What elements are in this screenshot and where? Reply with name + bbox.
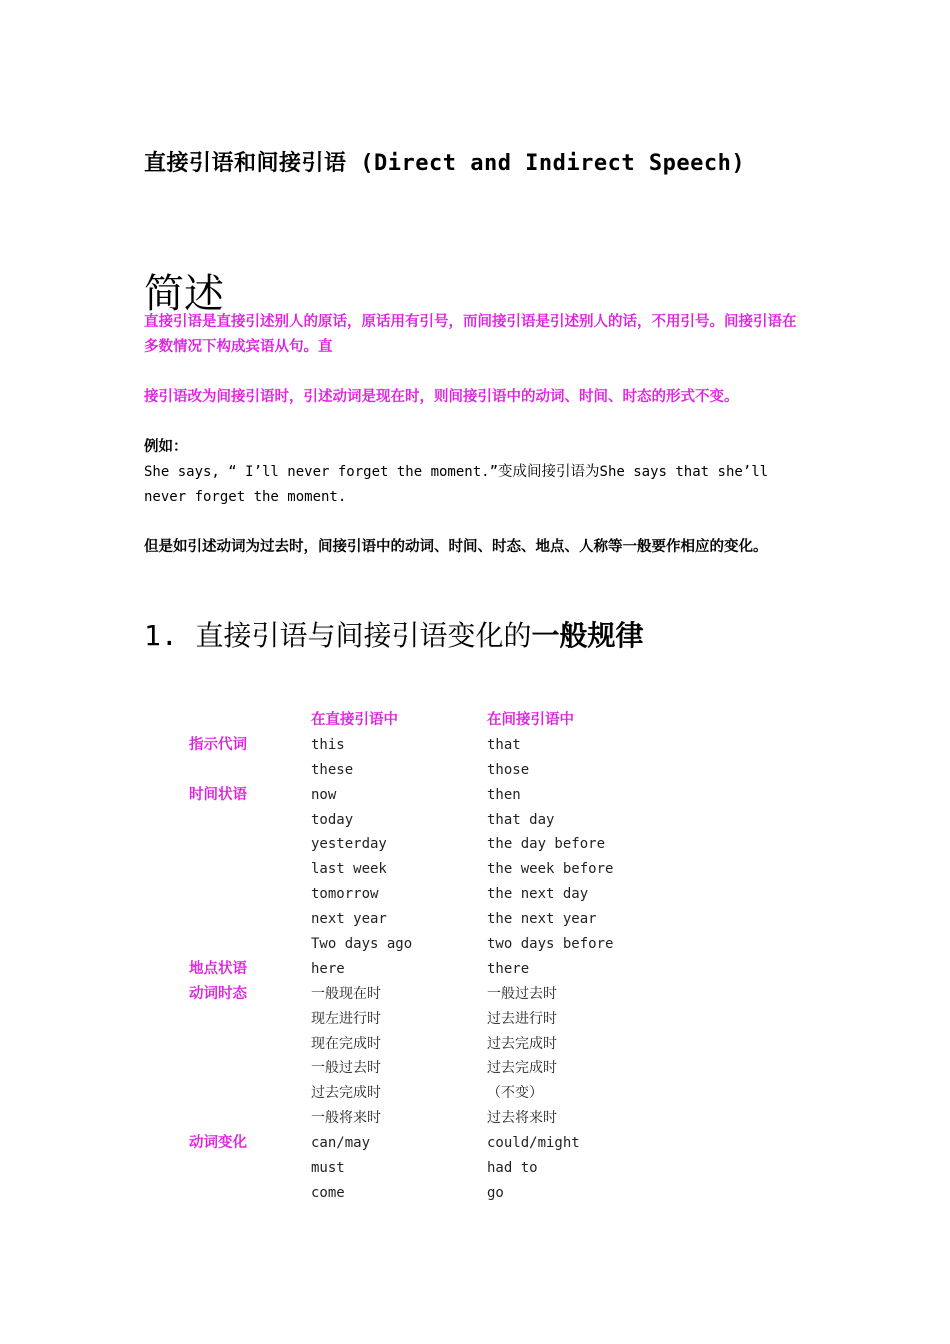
direct-cell: 一般现在时: [311, 985, 381, 1002]
indirect-cell: the week before: [487, 861, 614, 878]
direct-cell: next year: [311, 911, 387, 928]
example-indirect: She says that she’ll never forget the moment.: [144, 464, 769, 505]
intro-paragraph-2: 接引语改为间接引语时，引述动词是现在时，则间接引语中的动词、时间、时态的形式不变。: [144, 389, 739, 405]
indirect-cell: could/might: [487, 1135, 580, 1152]
table-row: [0, 783, 950, 808]
table-row: [0, 1032, 950, 1057]
example-label: 例如：: [144, 439, 188, 455]
section-heading: 简述: [144, 271, 224, 317]
indirect-cell: had to: [487, 1160, 538, 1177]
table-row: [0, 832, 950, 857]
indirect-cell: 过去进行时: [487, 1010, 557, 1027]
rules-heading-text: 直接引语与间接引语变化的: [195, 619, 532, 652]
direct-cell: 现左进行时: [311, 1010, 381, 1027]
direct-cell: tomorrow: [311, 886, 379, 903]
table-row: [0, 1131, 950, 1156]
indirect-cell: the next day: [487, 886, 589, 903]
table-row: [0, 982, 950, 1007]
document-title: 直接引语和间接引语 (Direct and Indirect Speech): [144, 151, 746, 176]
header-direct: 在直接引语中: [311, 712, 398, 728]
intro-paragraph-1: 直接引语是直接引述别人的原话，原话用有引号，而间接引语是引述别人的话，不用引号。间接引语在多数情况下构成宾语从句。直: [144, 314, 797, 355]
indirect-cell: 过去完成时: [487, 1060, 557, 1077]
direct-cell: must: [311, 1160, 345, 1177]
category-cell: 动词变化: [189, 1135, 247, 1152]
direct-cell: these: [311, 761, 354, 778]
indirect-cell: those: [487, 761, 530, 778]
table-row: [0, 758, 950, 783]
table-row: [0, 1106, 950, 1131]
indirect-cell: 过去将来时: [487, 1110, 557, 1127]
direct-cell: yesterday: [311, 836, 387, 853]
intro-paragraph-3: 但是如引述动词为过去时，间接引语中的动词、时间、时态、地点、人称等一般要作相应的变化。: [144, 539, 768, 555]
direct-cell: 现在完成时: [311, 1035, 381, 1052]
direct-cell: today: [311, 811, 354, 828]
table-row: [0, 857, 950, 882]
example-connector: 变成间接引语为: [498, 464, 600, 480]
indirect-cell: that: [487, 736, 521, 753]
table-row: [0, 808, 950, 833]
indirect-cell: two days before: [487, 936, 614, 953]
indirect-cell: go: [487, 1184, 504, 1201]
table-row: [0, 1007, 950, 1032]
direct-cell: here: [311, 960, 345, 977]
indirect-cell: 过去完成时: [487, 1035, 557, 1052]
table-header-row: [0, 708, 950, 733]
direct-cell: Two days ago: [311, 936, 413, 953]
table-row: [0, 733, 950, 758]
indirect-cell: the day before: [487, 836, 606, 853]
category-cell: 动词时态: [189, 985, 247, 1002]
table-row: [0, 1156, 950, 1181]
header-indirect: 在间接引语中: [487, 712, 574, 728]
direct-cell: 过去完成时: [311, 1085, 381, 1102]
indirect-cell: 一般过去时: [487, 985, 557, 1002]
direct-cell: 一般将来时: [311, 1110, 381, 1127]
rules-heading: [144, 614, 644, 654]
direct-cell: come: [311, 1184, 345, 1201]
direct-cell: 一般过去时: [311, 1060, 381, 1077]
indirect-cell: then: [487, 786, 521, 803]
table-body: [0, 733, 950, 1206]
table-row: [0, 957, 950, 982]
conversion-table: [0, 708, 950, 1206]
rules-heading-emphasis: 一般规律: [531, 619, 644, 652]
table-row: [0, 932, 950, 957]
indirect-cell: there: [487, 960, 530, 977]
table-row: [0, 907, 950, 932]
indirect-cell: the next year: [487, 911, 597, 928]
rules-heading-number: 1.: [144, 619, 178, 652]
indirect-cell: （不变）: [487, 1085, 543, 1102]
table-row: [0, 1056, 950, 1081]
direct-cell: this: [311, 736, 345, 753]
table-row: [0, 1181, 950, 1206]
example-direct: She says, “ I’ll never forget the moment.”: [144, 464, 499, 480]
indirect-cell: that day: [487, 811, 555, 828]
direct-cell: now: [311, 786, 337, 803]
table-row: [0, 882, 950, 907]
example-sentence: [144, 460, 804, 510]
category-cell: 时间状语: [189, 786, 247, 803]
direct-cell: can/may: [311, 1135, 371, 1152]
category-cell: 指示代词: [189, 736, 247, 753]
direct-cell: last week: [311, 861, 387, 878]
table-row: [0, 1081, 950, 1106]
category-cell: 地点状语: [189, 960, 247, 977]
